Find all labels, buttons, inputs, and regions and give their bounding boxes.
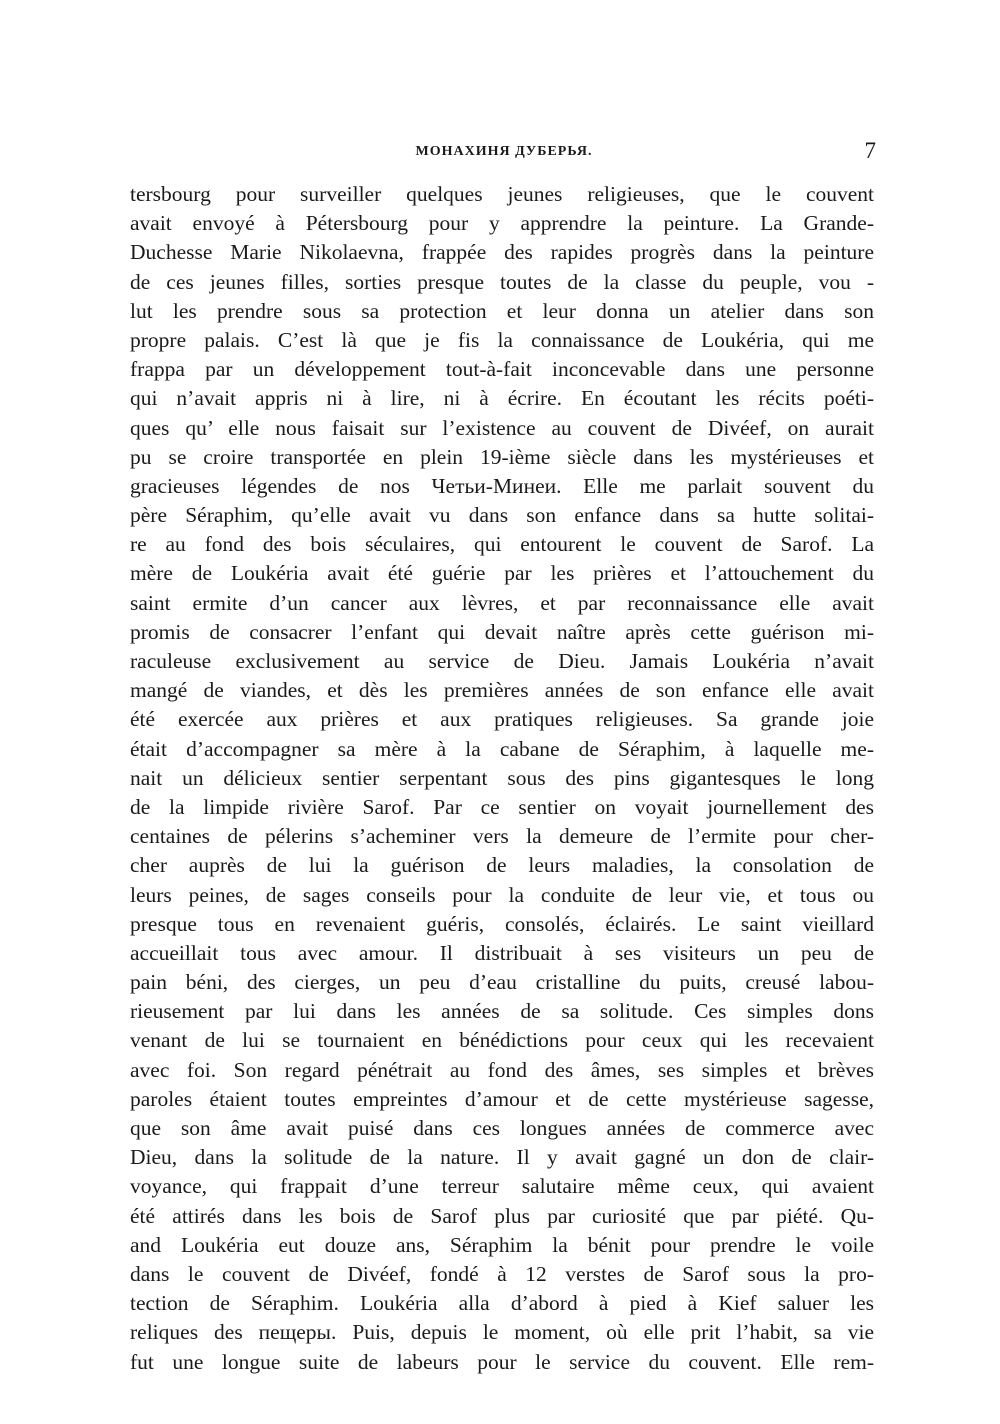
text-line: été exercée aux prières et aux pratiques religieuses. Sa grande joie — [130, 707, 874, 732]
body-text — [130, 180, 874, 1377]
text-line: père Séraphim, qu’elle avait vu dans son enfance dans sa hutte solitai- — [130, 503, 874, 528]
text-line: pu se croire transportée en plein 19-ième siècle dans les mystérieuses et — [130, 444, 874, 469]
text-line: était d’accompagner sa mère à la cabane de Séraphim, à laquelle me- — [130, 736, 874, 761]
text-line: dans le couvent de Divéef, fondé à 12 verstes de Sarof sous la pro- — [130, 1261, 874, 1286]
text-line: Dieu, dans la solitude de la nature. Il y avait gagné un don de clair- — [130, 1145, 874, 1170]
text-line: lut les prendre sous sa protection et leur donna un atelier dans son — [130, 298, 874, 323]
text-line: leurs peines, de sages conseils pour la conduite de leur vie, et tous ou — [130, 882, 874, 907]
text-line: rieusement par lui dans les années de sa solitude. Ces simples dons — [130, 999, 874, 1024]
text-line: saint ermite d’un cancer aux lèvres, et par reconnaissance elle avait — [130, 590, 874, 615]
text-line: de la limpide rivière Sarof. Par ce sentier on voyait journellement des — [130, 794, 874, 819]
text-line: raculeuse exclusivement au service de Dieu. Jamais Loukéria n’avait — [130, 649, 874, 673]
text-line: re au fond des bois séculaires, qui entourent le couvent de Sarof. La — [130, 532, 874, 557]
text-line: de ces jeunes filles, sorties presque toutes de la classe du peuple, vou - — [130, 269, 874, 294]
text-line: mère de Loukéria avait été guérie par les prières et l’attouchement du — [130, 561, 874, 586]
text-line: été attirés dans les bois de Sarof plus par curiosité que par piété. Qu- — [130, 1203, 874, 1228]
text-line: fut une longue suite de labeurs pour le service du couvent. Elle rem- — [130, 1349, 874, 1374]
text-line: paroles étaient toutes empreintes d’amour et de cette mystérieuse sagesse, — [130, 1086, 874, 1111]
text-line: qui n’avait appris ni à lire, ni à écrire. En écoutant les récits poéti- — [130, 386, 874, 411]
text-line: tection de Séraphim. Loukéria alla d’abord à pied à Kief saluer les — [130, 1291, 874, 1316]
text-line: reliques des пещеры. Puis, depuis le moment, où elle prit l’habit, sa vie — [130, 1320, 874, 1345]
text-line: avait envoyé à Pétersbourg pour y apprendre la peinture. La Grande- — [130, 211, 874, 236]
text-line: promis de consacrer l’enfant qui devait naître après cette guérison mi- — [130, 619, 874, 644]
text-line: and Loukéria eut douze ans, Séraphim la bénit pour prendre le voile — [130, 1232, 874, 1257]
text-line: frappa par un développement tout-à-fait inconcevable dans une personne — [130, 357, 874, 382]
text-line: propre palais. C’est là que je fis la connaissance de Loukéria, qui me — [130, 327, 874, 352]
text-line: Duchesse Marie Nikolaevna, frappée des rapides progrès dans la peinture — [130, 240, 874, 265]
text-line: presque tous en revenaient guéris, consolés, éclairés. Le saint vieillard — [130, 911, 874, 936]
text-line: cher auprès de lui la guérison de leurs maladies, la consolation de — [130, 853, 874, 878]
text-line: que son âme avait puisé dans ces longues années de commerce avec — [130, 1116, 874, 1140]
text-line: venant de lui se tournaient en bénédictions pour ceux qui les recevaient — [130, 1028, 874, 1053]
text-line: pain béni, des cierges, un peu d’eau cristalline du puits, creusé labou- — [130, 970, 874, 995]
page-number: 7 — [864, 138, 876, 163]
running-header — [130, 138, 878, 168]
text-line: gracieuses légendes de nos Четьи-Минеи. Elle me parlait souvent du — [130, 473, 874, 498]
text-line: mangé de viandes, et dès les premières années de son enfance elle avait — [130, 678, 874, 703]
text-line: avec foi. Son regard pénétrait au fond des âmes, ses simples et brèves — [130, 1057, 874, 1082]
text-line: centaines de pélerins s’acheminer vers la demeure de l’ermite pour cher- — [130, 824, 874, 849]
running-title: МОНАХИНЯ ДУБЕРЬЯ. — [415, 144, 593, 159]
text-line: nait un délicieux sentier serpentant sous des pins gigantesques le long — [130, 765, 874, 790]
text-line: voyance, qui frappait d’une terreur salutaire même ceux, qui avaient — [130, 1174, 874, 1199]
text-line: tersbourg pour surveiller quelques jeunes religieuses, que le couvent — [130, 182, 874, 206]
text-line: accueillait tous avec amour. Il distribuait à ses visiteurs un peu de — [130, 940, 874, 965]
text-line: ques qu’ elle nous faisait sur l’existence au couvent de Divéef, on aurait — [130, 415, 874, 440]
